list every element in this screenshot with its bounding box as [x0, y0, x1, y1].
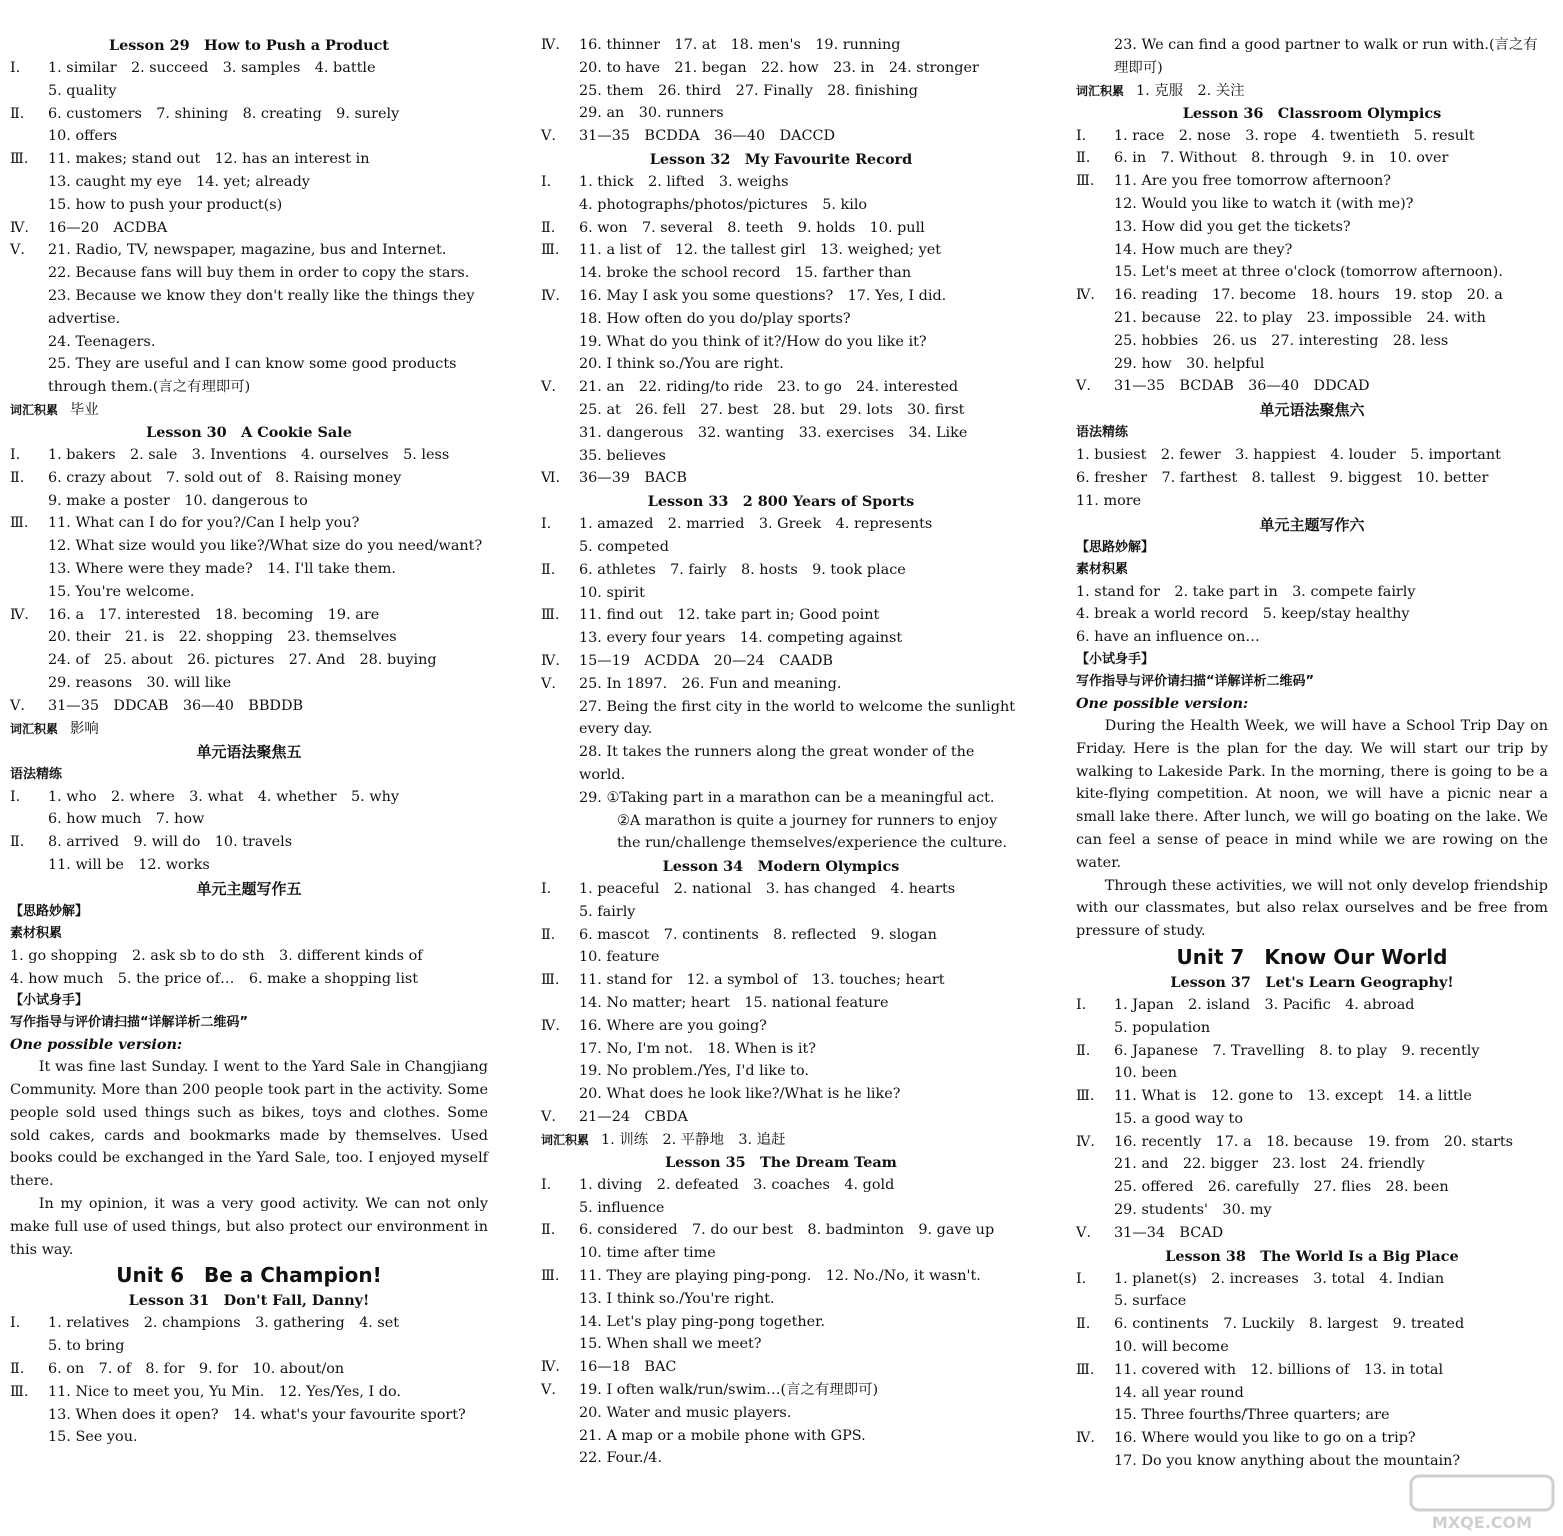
section-numeral: Ⅱ. — [541, 926, 556, 943]
section-label: 【思路妙解】 — [1076, 539, 1155, 555]
section-numeral: Ⅱ. — [541, 561, 556, 578]
answer-text: 1. similar 2. succeed 3. samples 4. battle — [48, 60, 376, 76]
answer-row — [10, 1381, 488, 1404]
answer-text: 1. planet(s) 2. increases 3. total 4. Indian — [1114, 1270, 1445, 1287]
section-numeral: Ⅳ. — [541, 37, 560, 53]
section-numeral: Ⅴ. — [541, 675, 556, 692]
answer-text: 31—35 DDCAB 36—40 BBDDB — [48, 697, 304, 714]
answer-text: 6. customers 7. shining 8. creating 9. surely — [48, 105, 400, 122]
section-numeral: Ⅳ. — [541, 1017, 560, 1034]
answer-text: 16. reading 17. become 18. hours 19. stop 20. a — [1114, 287, 1503, 304]
section-label: 素材积累 — [10, 925, 63, 941]
answer-text: 16—18 BAC — [579, 1359, 677, 1376]
section-numeral: Ⅳ. — [1076, 1133, 1095, 1150]
answer-row — [10, 148, 488, 171]
answer-line: ②A marathon is quite a journey for runners to enjoy the run/challenge themselves/experience the culture. — [617, 812, 1008, 852]
answer-row — [541, 467, 1021, 490]
answer-line: 14. How much are they? — [1114, 241, 1293, 258]
answer-text: 8. arrived 9. will do 10. travels — [48, 834, 293, 851]
vocab-text: 1. 训练 2. 平静地 3. 追赶 — [601, 1131, 786, 1148]
answer-line: 10. feature — [579, 949, 660, 966]
answer-text: 36—39 BACB — [579, 470, 687, 487]
answer-row — [1076, 1427, 1548, 1450]
answer-row — [10, 239, 488, 262]
answer-line: 15. See you. — [48, 1429, 138, 1446]
answer-line: 14. Let's play ping-pong together. — [579, 1313, 826, 1330]
answer-text: 6. on 7. of 8. for 9. for 10. about/on — [48, 1361, 345, 1378]
answer-line: 29. how 30. helpful — [1114, 355, 1265, 372]
answer-line: 11. more — [1076, 492, 1142, 509]
section-numeral: Ⅲ. — [10, 1383, 29, 1400]
lesson-heading: Lesson 29 How to Push a Product — [109, 37, 389, 54]
section-numeral: Ⅰ. — [541, 881, 552, 898]
answer-row — [541, 559, 1021, 582]
section-numeral: Ⅴ. — [1076, 1224, 1091, 1241]
section-numeral: Ⅲ. — [1076, 1088, 1095, 1105]
answer-text: 16—20 ACDBA — [48, 219, 168, 236]
answer-text: 6. in 7. Without 8. through 9. in 10. over — [1114, 150, 1449, 167]
section-numeral: Ⅴ. — [541, 379, 556, 396]
answer-line: 25. offered 26. carefully 27. flies 28. been — [1114, 1179, 1449, 1196]
answer-line: 23. We can find a good partner to walk or run with.(言之有理即可) — [1114, 37, 1538, 76]
answer-line: 10. been — [1114, 1065, 1177, 1082]
unit-heading: Unit 7 Know Our World — [1176, 944, 1448, 969]
answer-row — [10, 831, 488, 854]
answer-row — [10, 1358, 488, 1381]
answer-row — [541, 1219, 1021, 1242]
answer-line: 22. Because fans will buy them in order to copy the stars. — [48, 265, 470, 282]
vocab-row — [541, 1129, 1021, 1151]
section-label: 写作指导与评价请扫描“详解详析二维码” — [1076, 673, 1315, 689]
answer-row — [1076, 1268, 1548, 1291]
answer-row — [1076, 1040, 1548, 1063]
answer-line: 21. and 22. bigger 23. lost 24. friendly — [1114, 1156, 1425, 1173]
answer-text: 11. They are playing ping-pong. 12. No./No, it wasn't. — [579, 1268, 981, 1285]
section-numeral: Ⅰ. — [1076, 1270, 1087, 1287]
section-label: 【思路妙解】 — [10, 903, 89, 919]
answer-line: 5. population — [1114, 1019, 1211, 1036]
section-numeral: Ⅳ. — [541, 652, 560, 669]
answer-text: 11. stand for 12. a symbol of 13. touches; heart — [579, 972, 945, 989]
answer-text: 6. considered 7. do our best 8. badminton 9. gave up — [579, 1222, 995, 1239]
answer-row — [541, 513, 1021, 536]
section-numeral: Ⅱ. — [10, 834, 25, 851]
answer-text: 21—24 CBDA — [579, 1109, 688, 1126]
answer-row — [541, 285, 1021, 308]
answer-row — [541, 969, 1021, 992]
answer-line: 6. have an influence on… — [1076, 629, 1260, 646]
answer-row — [1076, 1222, 1548, 1245]
answer-text: 11. Nice to meet you, Yu Min. 12. Yes/Yes, I do. — [48, 1383, 401, 1400]
section-numeral: Ⅰ. — [10, 1315, 21, 1332]
watermark-logo — [1407, 1472, 1557, 1532]
answer-text: 1. bakers 2. sale 3. Inventions 4. ourselves 5. less — [48, 446, 450, 463]
answer-line: 13. I think so./You're right. — [579, 1290, 775, 1307]
answer-row — [541, 1265, 1021, 1288]
answer-row — [1076, 147, 1548, 170]
vocab-label: 词汇积累 — [10, 721, 59, 736]
answer-row — [10, 467, 488, 490]
answer-line: 4. photographs/photos/pictures 5. kilo — [579, 196, 868, 213]
section-numeral: Ⅱ. — [10, 105, 25, 122]
answer-row — [10, 604, 488, 627]
section-numeral: Ⅲ. — [541, 1268, 560, 1285]
lesson-heading: Lesson 33 2 800 Years of Sports — [647, 493, 915, 511]
answer-line: 14. No matter; heart 15. national feature — [579, 995, 889, 1012]
answer-text: 21. Radio, TV, newspaper, magazine, bus and Internet. — [48, 242, 447, 259]
answer-row — [1076, 1359, 1548, 1382]
answer-line: 15. Three fourths/Three quarters; are — [1114, 1407, 1390, 1424]
answer-text: 21. an 22. riding/to ride 23. to go 24. interested — [579, 379, 959, 396]
answer-row — [541, 1356, 1021, 1379]
answer-line: 4. break a world record 5. keep/stay healthy — [1076, 606, 1410, 623]
answer-row — [541, 125, 1021, 148]
answer-row — [1076, 1085, 1548, 1108]
answer-text: 6. mascot 7. continents 8. reflected 9. slogan — [579, 926, 937, 943]
section-numeral: Ⅲ. — [1076, 1361, 1095, 1378]
answer-line: 29. an 30. runners — [579, 105, 724, 122]
lesson-heading: Lesson 30 A Cookie Sale — [146, 423, 352, 441]
answer-line: 12. What size would you like?/What size do you need/want? — [48, 538, 483, 555]
answer-row — [541, 1174, 1021, 1197]
answer-line: 35. believes — [579, 447, 666, 464]
section-numeral: Ⅰ. — [10, 446, 21, 463]
answer-row — [10, 1312, 488, 1335]
section-label: 【小试身手】 — [10, 993, 89, 1009]
answer-line: 1. go shopping 2. ask sb to do sth 3. different kinds of — [10, 947, 423, 964]
answer-text: 1. amazed 2. married 3. Greek 4. represents — [579, 516, 933, 533]
answer-text: 16. thinner 17. at 18. men's 19. running — [579, 37, 901, 53]
answer-line: 6. how much 7. how — [48, 811, 205, 828]
section-numeral: Ⅳ. — [10, 606, 29, 623]
section-numeral: Ⅱ. — [10, 1361, 25, 1378]
essay-paragraph: In my opinion, it was a very good activity. We can not only make full use of used things, but also protect our environment in this way. — [10, 1196, 488, 1258]
vocab-text: 1. 克服 2. 关注 — [1136, 82, 1245, 99]
answer-text: 16. a 17. interested 18. becoming 19. are — [48, 606, 380, 623]
answer-text: 31—34 BCAD — [1114, 1224, 1224, 1241]
essay-paragraph: It was fine last Sunday. I went to the Yard Sale in Changjiang Community. More than 200 people took part in the activity. Some people sold used things such as bikes, toys and clothes. Some sold cakes, cards and bookmarks made by themselves. Used books could be exchanged in the Yard Sale, too. I enjoyed myself there. — [10, 1059, 488, 1190]
answer-row — [1076, 375, 1548, 398]
answer-text: 31—35 BCDDA 36—40 DACCD — [579, 128, 836, 145]
vocab-label: 词汇积累 — [541, 1132, 590, 1147]
section-numeral: Ⅱ. — [10, 469, 25, 486]
answer-row — [10, 57, 488, 80]
answer-row — [541, 376, 1021, 399]
answer-line: 5. influence — [579, 1199, 665, 1216]
section-label: 【小试身手】 — [1076, 651, 1155, 667]
answer-row — [10, 103, 488, 126]
vocab-label: 词汇积累 — [1076, 83, 1125, 98]
section-numeral: Ⅰ. — [541, 516, 552, 533]
answer-text: 6. continents 7. Luckily 8. largest 9. treated — [1114, 1316, 1465, 1333]
answer-text: 11. a list of 12. the tallest girl 13. weighed; yet — [579, 242, 942, 259]
section-numeral: Ⅰ. — [541, 173, 552, 190]
answer-text: 16. recently 17. a 18. because 19. from 20. starts — [1114, 1133, 1514, 1150]
lesson-heading: Lesson 34 Modern Olympics — [662, 858, 900, 876]
answer-line: 22. Four./4. — [579, 1450, 663, 1467]
answer-row — [541, 1379, 1021, 1402]
answer-text: 19. I often walk/run/swim…(言之有理即可) — [579, 1382, 879, 1399]
answer-line: 11. will be 12. works — [48, 856, 210, 873]
section-numeral: Ⅳ. — [1076, 287, 1095, 304]
answer-line: 25. them 26. third 27. Finally 28. finishing — [579, 82, 918, 99]
answer-line: 14. all year round — [1114, 1384, 1244, 1401]
answer-text: 1. race 2. nose 3. rope 4. twentieth 5. result — [1114, 127, 1475, 144]
answer-line: 15. how to push your product(s) — [48, 196, 283, 213]
answer-line: 5. surface — [1114, 1293, 1187, 1310]
answer-row — [541, 1106, 1021, 1129]
answer-line: 20. to have 21. began 22. how 23. in 24. stronger — [579, 59, 979, 76]
section-numeral: Ⅴ. — [541, 1109, 556, 1126]
lesson-heading: Lesson 31 Don't Fall, Danny! — [128, 1292, 370, 1310]
section-label: 写作指导与评价请扫描“详解详析二维码” — [10, 1015, 249, 1031]
answer-row — [541, 239, 1021, 262]
answer-line: 10. offers — [48, 128, 118, 145]
answer-line: 5. fairly — [579, 903, 636, 920]
answer-line: 19. No problem./Yes, I'd like to. — [579, 1063, 809, 1080]
answer-text: 6. athletes 7. fairly 8. hosts 9. took place — [579, 561, 906, 578]
vocab-label: 词汇积累 — [10, 402, 59, 417]
answer-line: 29. reasons 30. will like — [48, 674, 232, 691]
vocab-row — [1076, 80, 1548, 102]
answer-line: 5. to bring — [48, 1338, 125, 1355]
answer-line: 21. because 22. to play 23. impossible 24. with — [1114, 309, 1486, 326]
answer-line: 1. stand for 2. take part in 3. compete fairly — [1076, 583, 1416, 600]
answer-line: 20. What does he look like?/What is he like? — [579, 1086, 901, 1103]
section-numeral: Ⅰ. — [10, 60, 21, 76]
answer-row — [541, 673, 1021, 696]
answer-row — [10, 786, 488, 809]
answer-row — [10, 444, 488, 467]
answer-row — [1076, 284, 1548, 307]
answer-line: 5. competed — [579, 538, 669, 555]
answer-line: 10. spirit — [579, 584, 645, 601]
answer-row — [1076, 1313, 1548, 1336]
answer-text: 1. peaceful 2. national 3. has changed 4. hearts — [579, 881, 956, 898]
section-numeral: Ⅲ. — [541, 972, 560, 989]
answer-text: 1. Japan 2. island 3. Pacific 4. abroad — [1114, 996, 1415, 1013]
section-numeral: Ⅱ. — [1076, 1042, 1091, 1059]
answer-row — [541, 878, 1021, 901]
answer-line: 18. How often do you do/play sports? — [579, 310, 851, 327]
version-label: One possible version: — [10, 1036, 183, 1054]
answer-row — [541, 604, 1021, 627]
answer-row — [541, 34, 1021, 57]
answer-line: 29. ①Taking part in a marathon can be a meaningful act. — [579, 789, 995, 806]
section-numeral: Ⅲ. — [541, 607, 560, 624]
answer-line: 20. their 21. is 22. shopping 23. themselves — [48, 629, 397, 646]
section-numeral: Ⅱ. — [541, 1222, 556, 1239]
column-left — [10, 34, 488, 1449]
section-numeral: Ⅱ. — [1076, 150, 1091, 167]
answer-text: 11. Are you free tomorrow afternoon? — [1114, 173, 1392, 190]
section-numeral: Ⅴ. — [541, 1382, 556, 1399]
column-right — [1076, 34, 1548, 1473]
answer-line: 13. When does it open? 14. what's your favourite sport? — [48, 1406, 466, 1423]
answer-row — [1076, 994, 1548, 1017]
answer-line: 9. make a poster 10. dangerous to — [48, 492, 308, 509]
section-numeral: Ⅰ. — [541, 1176, 552, 1193]
section-numeral: Ⅴ. — [10, 697, 25, 714]
answer-line: 24. of 25. about 26. pictures 27. And 28. buying — [48, 652, 437, 669]
answer-text: 11. What can I do for you?/Can I help you? — [48, 515, 360, 532]
section-heading: 单元主题写作五 — [196, 879, 302, 898]
answer-text: 11. find out 12. take part in; Good point — [579, 607, 880, 624]
section-heading: 单元主题写作六 — [1259, 515, 1365, 534]
section-numeral: Ⅲ. — [10, 515, 29, 532]
answer-line: 13. Where were they made? 14. I'll take them. — [48, 560, 396, 577]
essay-paragraph: During the Health Week, we will have a School Trip Day on Friday. Here is the plan for the day. We will start our trip by walking to Lakeside Park. In the morning, there is going to be a kite-flying competition. At noon, we will have a picnic near a small lake there. After lunch, we will go boating on the lake. We can feel a sense of peace in mind while we are rowing on the water. — [1076, 717, 1548, 871]
vocab-text: 毕业 — [70, 401, 99, 418]
answer-text: 16. Where would you like to go on a trip? — [1114, 1430, 1416, 1447]
answer-text: 6. crazy about 7. sold out of 8. Raising money — [48, 469, 402, 486]
answer-line: 25. hobbies 26. us 27. interesting 28. less — [1114, 332, 1449, 349]
answer-line: 14. broke the school record 15. farther than — [579, 265, 912, 282]
answer-line: 13. every four years 14. competing against — [579, 630, 903, 647]
section-numeral: Ⅳ. — [10, 219, 29, 236]
answer-line: 13. How did you get the tickets? — [1114, 218, 1351, 235]
answer-line: 15. a good way to — [1114, 1110, 1243, 1127]
section-numeral: Ⅱ. — [541, 219, 556, 236]
answer-text: 15—19 ACDDA 20—24 CAADB — [579, 652, 833, 669]
answer-line: 23. Because we know they don't really like the things they advertise. — [48, 287, 475, 327]
section-numeral: Ⅲ. — [10, 151, 29, 168]
answer-row — [10, 217, 488, 240]
answer-line: 25. They are useful and I can know some good products through them.(言之有理即可) — [48, 356, 457, 396]
answer-line: 21. A map or a mobile phone with GPS. — [579, 1427, 866, 1444]
vocab-row — [10, 718, 488, 740]
answer-text: 1. diving 2. defeated 3. coaches 4. gold — [579, 1176, 895, 1193]
section-numeral: Ⅴ. — [541, 128, 556, 145]
section-numeral: Ⅴ. — [10, 242, 25, 259]
answer-line: 20. Water and music players. — [579, 1404, 792, 1421]
section-numeral: Ⅳ. — [1076, 1430, 1095, 1447]
answer-line: 28. It takes the runners along the great wonder of the world. — [579, 744, 975, 783]
answer-text: 16. Where are you going? — [579, 1017, 767, 1034]
answer-row — [10, 512, 488, 535]
answer-line: 5. quality — [48, 82, 117, 99]
answer-text: 6. won 7. several 8. teeth 9. holds 10. pull — [579, 219, 925, 236]
answer-text: 31—35 BCDAB 36—40 DDCAD — [1114, 378, 1370, 395]
answer-line: 31. dangerous 32. wanting 33. exercises 34. Like — [579, 424, 968, 441]
answer-row — [1076, 1131, 1548, 1154]
answer-line: 27. Being the first city in the world to welcome the sunlight every day. — [579, 698, 1016, 738]
answer-text: 6. Japanese 7. Travelling 8. to play 9. recently — [1114, 1042, 1480, 1059]
answer-row — [10, 695, 488, 718]
answer-line: 19. What do you think of it?/How do you like it? — [579, 333, 927, 350]
answer-row — [541, 1015, 1021, 1038]
answer-row — [541, 924, 1021, 947]
answer-line: 4. how much 5. the price of… 6. make a shopping list — [10, 970, 419, 987]
section-numeral: Ⅰ. — [1076, 127, 1087, 144]
answer-line: 15. You're welcome. — [48, 583, 195, 600]
answer-text: 1. who 2. where 3. what 4. whether 5. why — [48, 788, 400, 805]
section-numeral: Ⅲ. — [541, 242, 560, 259]
answer-text: 1. thick 2. lifted 3. weighs — [579, 173, 789, 190]
answer-text: 11. makes; stand out 12. has an interest in — [48, 151, 370, 168]
lesson-heading: Lesson 38 The World Is a Big Place — [1165, 1247, 1459, 1265]
answer-line: 25. at 26. fell 27. best 28. but 29. lots 30. first — [579, 401, 965, 418]
answer-row — [1076, 170, 1548, 193]
vocab-row — [10, 399, 488, 421]
section-numeral: Ⅲ. — [1076, 173, 1095, 190]
answer-text: 25. In 1897. 26. Fun and meaning. — [579, 675, 842, 692]
lesson-heading: Lesson 37 Let's Learn Geography! — [1170, 973, 1454, 991]
answer-line: 10. will become — [1114, 1339, 1229, 1356]
answer-text: 1. relatives 2. champions 3. gathering 4. set — [48, 1315, 400, 1332]
answer-line: 10. time after time — [579, 1245, 716, 1262]
section-label: 语法精练 — [10, 766, 63, 782]
version-label: One possible version: — [1076, 694, 1249, 712]
answer-line: 17. Do you know anything about the mountain? — [1114, 1453, 1461, 1470]
section-numeral: Ⅰ. — [1076, 996, 1087, 1013]
section-label: 语法精练 — [1076, 425, 1129, 441]
section-numeral: Ⅵ. — [541, 470, 561, 487]
section-heading: 单元语法聚焦六 — [1259, 401, 1365, 420]
answer-row — [541, 650, 1021, 673]
answer-line: 29. students' 30. my — [1114, 1202, 1272, 1219]
answer-row — [541, 217, 1021, 240]
section-numeral: Ⅱ. — [1076, 1316, 1091, 1333]
section-numeral: Ⅳ. — [541, 287, 560, 304]
section-numeral: Ⅰ. — [10, 788, 21, 805]
answer-text: 11. What is 12. gone to 13. except 14. a little — [1114, 1088, 1472, 1105]
section-numeral: Ⅴ. — [1076, 378, 1091, 395]
answer-line: 15. When shall we meet? — [579, 1336, 762, 1353]
essay-paragraph: Through these activities, we will not only develop friendship with our classmates, but also relax ourselves and be free from pressure of study. — [1076, 877, 1548, 940]
lesson-heading: Lesson 32 My Favourite Record — [649, 150, 913, 168]
answer-line: 20. I think so./You are right. — [579, 356, 784, 373]
watermark-text: MXQE.COM — [1431, 1513, 1533, 1532]
answer-line: 1. busiest 2. fewer 3. happiest 4. louder 5. important — [1076, 447, 1501, 464]
answer-line: 24. Teenagers. — [48, 333, 156, 350]
section-label: 素材积累 — [1076, 561, 1129, 577]
answer-row — [1076, 125, 1548, 148]
section-heading: 单元语法聚焦五 — [196, 742, 302, 761]
answer-text: 11. covered with 12. billions of 13. in total — [1114, 1361, 1444, 1378]
column-middle — [541, 34, 1021, 1470]
answer-text: 16. May I ask you some questions? 17. Yes, I did. — [579, 287, 947, 304]
answer-line: 15. Let's meet at three o'clock (tomorrow afternoon). — [1114, 264, 1503, 281]
vocab-text: 影响 — [70, 720, 99, 737]
answer-line: 6. fresher 7. farthest 8. tallest 9. biggest 10. better — [1076, 469, 1489, 486]
lesson-heading: Lesson 35 The Dream Team — [665, 1153, 897, 1171]
unit-heading: Unit 6 Be a Champion! — [116, 1263, 382, 1288]
answer-line: 13. caught my eye 14. yet; already — [48, 173, 310, 190]
answer-row — [541, 171, 1021, 194]
answer-line: 17. No, I'm not. 18. When is it? — [579, 1040, 816, 1057]
lesson-heading: Lesson 36 Classroom Olympics — [1182, 104, 1442, 122]
section-numeral: Ⅳ. — [541, 1359, 560, 1376]
answer-line: 12. Would you like to watch it (with me)? — [1114, 195, 1414, 212]
